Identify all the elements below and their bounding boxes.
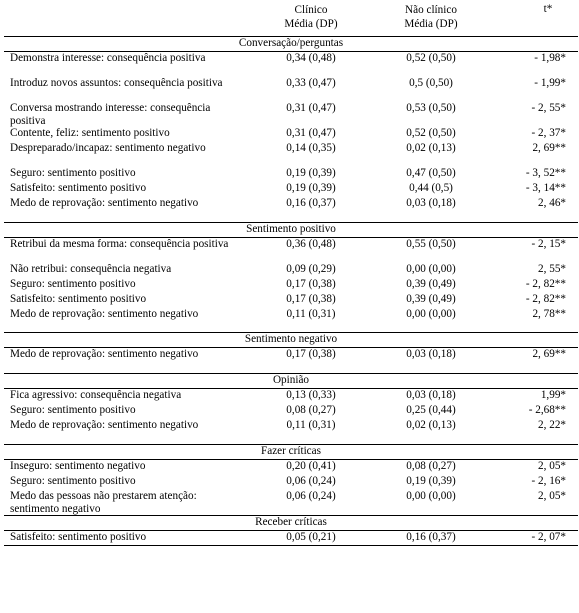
cell-t-value: - 1,99*	[534, 77, 566, 89]
header-nao-clinico	[376, 3, 486, 31]
cell-clinico: 0,06 (0,24)	[286, 475, 336, 487]
cell-clinico: 0,09 (0,29)	[286, 263, 336, 275]
row-label: Seguro: sentimento positivo	[10, 404, 136, 416]
cell-t-value: - 1,98*	[534, 52, 566, 64]
rule-line	[4, 388, 578, 389]
rule-line	[4, 515, 578, 516]
cell-nao-clinico: 0,53 (0,50)	[406, 102, 456, 114]
cell-clinico: 0,31 (0,47)	[286, 102, 336, 114]
row-label: Seguro: sentimento positivo	[10, 167, 136, 179]
table-row	[4, 474, 578, 489]
cell-t-value: - 2, 82**	[525, 278, 566, 290]
cell-clinico: 0,19 (0,39)	[286, 167, 336, 179]
section-title: Fazer críticas	[261, 445, 321, 457]
cell-clinico: 0,17 (0,38)	[286, 278, 336, 290]
cell-nao-clinico: 0,00 (0,00)	[406, 490, 456, 502]
cell-nao-clinico: 0,39 (0,49)	[406, 293, 456, 305]
cell-nao-clinico: 0,00 (0,00)	[406, 308, 456, 320]
header-clinico	[256, 3, 366, 31]
header-nao-clinico-subtitle: Média (DP)	[404, 18, 458, 30]
row-label: Introduz novos assuntos: consequência positiva	[10, 77, 223, 89]
table-section	[4, 444, 578, 515]
row-label: Seguro: sentimento positivo	[10, 475, 136, 487]
rule-line	[4, 347, 578, 348]
table-section	[4, 332, 578, 373]
section-title: Sentimento positivo	[246, 223, 336, 235]
row-label: Conversa mostrando interesse: consequência positiva	[10, 102, 211, 127]
cell-clinico: 0,17 (0,38)	[286, 293, 336, 305]
cell-t-value: 2, 69**	[532, 348, 566, 360]
cell-t-value: - 2, 37*	[531, 127, 566, 139]
cell-clinico: 0,06 (0,24)	[286, 490, 336, 502]
cell-nao-clinico: 0,52 (0,50)	[406, 52, 456, 64]
cell-t-value: - 2,68**	[528, 404, 566, 416]
row-label: Contente, feliz: sentimento positivo	[10, 127, 170, 139]
cell-t-value: - 3, 14**	[525, 182, 566, 194]
cell-nao-clinico: 0,39 (0,49)	[406, 278, 456, 290]
cell-nao-clinico: 0,02 (0,13)	[406, 142, 456, 154]
row-label: Medo de reprovação: sentimento negativo	[10, 197, 199, 209]
cell-clinico: 0,36 (0,48)	[286, 238, 336, 250]
table-row	[4, 262, 578, 277]
cell-nao-clinico: 0,19 (0,39)	[406, 475, 456, 487]
table-row	[4, 126, 578, 141]
table-section	[4, 222, 578, 332]
rule-line	[4, 237, 578, 238]
cell-t-value: 2, 55*	[538, 263, 566, 275]
cell-t-value: 2, 46*	[538, 197, 566, 209]
row-label: Medo das pessoas não prestarem atenção: sentimento negativo	[10, 490, 197, 515]
row-label: Satisfeito: sentimento positivo	[10, 293, 147, 305]
cell-clinico: 0,13 (0,33)	[286, 389, 336, 401]
cell-nao-clinico: 0,5 (0,50)	[409, 77, 453, 89]
table-row	[4, 237, 578, 262]
cell-t-value: 1,99*	[540, 389, 566, 401]
cell-nao-clinico: 0,03 (0,18)	[406, 197, 456, 209]
header-clinico-subtitle: Média (DP)	[284, 18, 338, 30]
cell-nao-clinico: 0,08 (0,27)	[406, 460, 456, 472]
cell-clinico: 0,31 (0,47)	[286, 127, 336, 139]
cell-clinico: 0,20 (0,41)	[286, 460, 336, 472]
rule-line	[4, 332, 578, 333]
cell-t-value: 2, 69**	[532, 142, 566, 154]
cell-nao-clinico: 0,03 (0,18)	[406, 389, 456, 401]
row-label: Satisfeito: sentimento positivo	[10, 531, 147, 543]
table-row	[4, 141, 578, 166]
cell-t-value: - 2, 15*	[531, 238, 566, 250]
header-clinico-title: Clínico	[294, 4, 328, 16]
table-row	[4, 277, 578, 292]
row-label: Despreparado/incapaz: sentimento negativo	[10, 142, 206, 154]
cell-nao-clinico: 0,03 (0,18)	[406, 348, 456, 360]
cell-t-value: - 3, 52**	[525, 167, 566, 179]
section-title: Sentimento negativo	[244, 333, 338, 345]
header-nao-clinico-title: Não clínico	[405, 4, 457, 16]
rule-line	[4, 51, 578, 52]
cell-clinico: 0,17 (0,38)	[286, 348, 336, 360]
cell-t-value: - 2, 16*	[531, 475, 566, 487]
cell-nao-clinico: 0,44 (0,5)	[409, 182, 453, 194]
header-t: t*	[543, 3, 553, 15]
rule-line	[4, 545, 578, 546]
rule-line	[4, 373, 578, 374]
cell-t-value: - 2, 82**	[525, 293, 566, 305]
table-row	[4, 51, 578, 76]
cell-clinico: 0,08 (0,27)	[286, 404, 336, 416]
cell-clinico: 0,19 (0,39)	[286, 182, 336, 194]
cell-t-value: 2, 05*	[538, 460, 566, 472]
table-row	[4, 307, 578, 332]
cell-nao-clinico: 0,16 (0,37)	[406, 531, 456, 543]
row-label: Satisfeito: sentimento positivo	[10, 182, 147, 194]
table-row	[4, 459, 578, 474]
cell-clinico: 0,34 (0,48)	[286, 52, 336, 64]
cell-nao-clinico: 0,02 (0,13)	[406, 419, 456, 431]
row-label: Demonstra interesse: consequência positiva	[10, 52, 206, 64]
cell-t-value: 2, 78**	[532, 308, 566, 320]
rule-line	[4, 222, 578, 223]
table-body	[4, 36, 578, 545]
table-row	[4, 292, 578, 307]
cell-nao-clinico: 0,00 (0,00)	[406, 263, 456, 275]
cell-clinico: 0,16 (0,37)	[286, 197, 336, 209]
table-row	[4, 418, 578, 444]
table-row	[4, 181, 578, 196]
row-label: Fica agressivo: consequência negativa	[10, 389, 182, 401]
row-label: Retribui da mesma forma: consequência positiva	[10, 238, 229, 250]
cell-clinico: 0,05 (0,21)	[286, 531, 336, 543]
row-label: Inseguro: sentimento negativo	[10, 460, 146, 472]
cell-t-value: 2, 05*	[538, 490, 566, 502]
cell-clinico: 0,14 (0,35)	[286, 142, 336, 154]
row-label: Medo de reprovação: sentimento negativo	[10, 348, 199, 360]
cell-clinico: 0,33 (0,47)	[286, 77, 336, 89]
cell-nao-clinico: 0,52 (0,50)	[406, 127, 456, 139]
results-table	[4, 0, 578, 545]
cell-t-value: - 2, 55*	[531, 102, 566, 114]
table-row	[4, 196, 578, 222]
table-row	[4, 403, 578, 418]
table-row	[4, 489, 578, 515]
table-row	[4, 530, 578, 545]
row-label: Medo de reprovação: sentimento negativo	[10, 419, 199, 431]
table-row	[4, 76, 578, 101]
row-label: Seguro: sentimento positivo	[10, 278, 136, 290]
cell-clinico: 0,11 (0,31)	[286, 419, 336, 431]
cell-t-value: - 2, 07*	[531, 531, 566, 543]
table-section	[4, 36, 578, 222]
rule-line	[4, 444, 578, 445]
cell-nao-clinico: 0,55 (0,50)	[406, 238, 456, 250]
table-row	[4, 101, 578, 126]
cell-t-value: 2, 22*	[538, 419, 566, 431]
table-header	[4, 0, 578, 36]
cell-nao-clinico: 0,25 (0,44)	[406, 404, 456, 416]
table-section	[4, 373, 578, 444]
row-label: Não retribui: consequência negativa	[10, 263, 172, 275]
table-row	[4, 166, 578, 181]
rule-line	[4, 459, 578, 460]
section-title: Opinião	[272, 374, 310, 386]
section-title: Conversação/perguntas	[238, 37, 344, 49]
section-title: Receber críticas	[255, 516, 327, 528]
rule-line	[4, 530, 578, 531]
row-label: Medo de reprovação: sentimento negativo	[10, 308, 199, 320]
table-row	[4, 347, 578, 373]
cell-clinico: 0,11 (0,31)	[286, 308, 336, 320]
rule-line	[4, 36, 578, 37]
cell-nao-clinico: 0,47 (0,50)	[406, 167, 456, 179]
table-row	[4, 388, 578, 403]
